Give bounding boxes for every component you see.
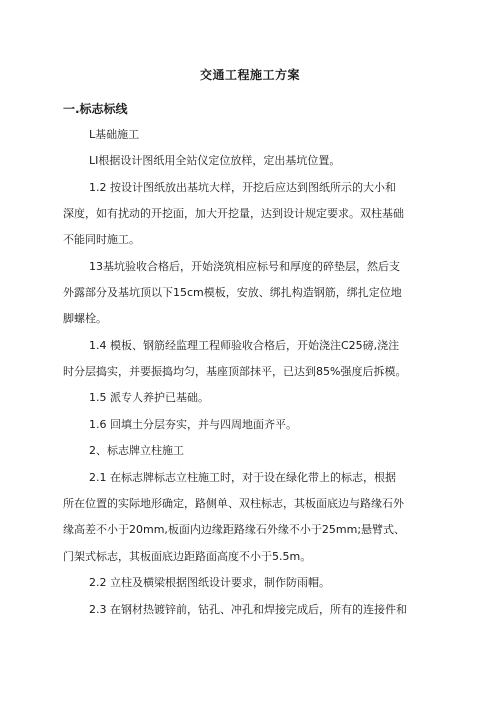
document-title: 交通工程施工方案 (199, 68, 300, 82)
paragraph-line: 2.3 在钢材热镀锌前，钻孔、冲孔和焊接完成后，所有的连接件和 (89, 603, 407, 616)
paragraph-line: 缘高差不小于20mm,板面内边缘距路缘石外缘不小于25mm;悬臂式、 (63, 523, 406, 536)
paragraph-line: L基础施工 (89, 128, 140, 141)
paragraph-line: 2.2 立柱及横梁根据图纸设计要求，制作防雨帽。 (89, 576, 330, 589)
paragraph-line: 所在位置的实际地形确定，路侧单、双柱标志，其板面底边与路缘石外 (63, 497, 404, 510)
paragraph-line: 深度，如有扰动的开挖面，加大开挖量，达到设计规定要求。双柱基础 (63, 207, 404, 220)
paragraph-line: 2、标志牌立柱施工 (89, 444, 184, 457)
paragraph-line: 不能同时施工。 (63, 233, 140, 246)
paragraph-line: 外露部分及基坑顶以下15cm模板，安放、绑扎构造钢筋，绑扎定位地 (63, 286, 402, 299)
paragraph-line: 13基坑验收合格后，开始浇筑相应标号和厚度的碎垫层，然后支 (89, 260, 400, 273)
paragraph-line: 1.6 回填土分层夯实，并与四周地面齐平。 (89, 418, 297, 431)
paragraph-line: LI根据设计图纸用全站仪定位放样，定出基坑位置。 (89, 154, 341, 167)
paragraph-line: 2.1 在标志牌标志立柱施工时，对于设在绿化带上的标志，根据 (89, 471, 396, 484)
paragraph-line: 1.4 模板、钢筋经监理工程师验收合格后，开始浇注C25磅,浇注 (89, 339, 400, 352)
paragraph-line: 时分层捣实，并要振捣均匀，基座顶部抹平，已达到85%强度后拆模。 (63, 365, 407, 378)
paragraph-line: 1.5 派专人养护已基础。 (89, 391, 209, 404)
paragraph-line: 门架式标志，其板面底边距路面高度不小于5.5m。 (63, 550, 312, 563)
section-heading: 一.标志标线 (63, 102, 128, 116)
paragraph-line: 脚螺栓。 (63, 312, 107, 325)
paragraph-line: 1.2 按设计图纸放出基坑大样，开挖后应达到图纸所示的大小和 (89, 181, 396, 194)
